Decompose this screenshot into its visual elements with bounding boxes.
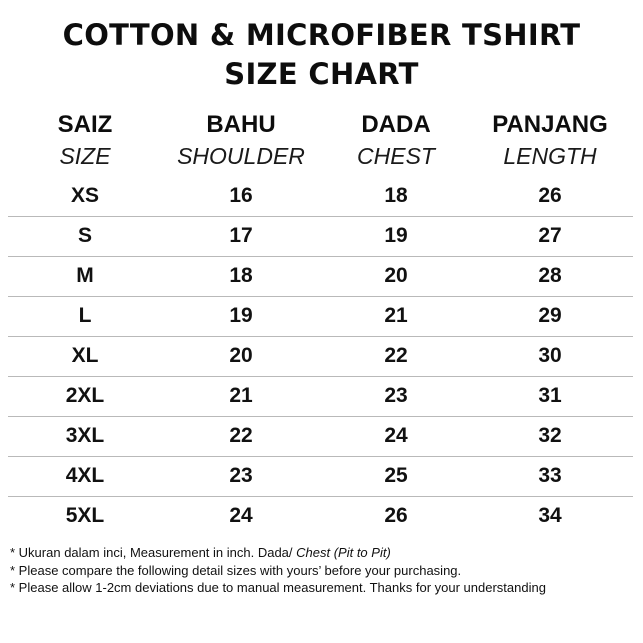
chest-cell: 26 xyxy=(384,504,408,527)
column-header-size: SAIZ xyxy=(57,111,113,138)
size-chart-title-line2: SIZE CHART xyxy=(224,57,419,91)
chest-cell: 21 xyxy=(384,304,408,327)
table-row xyxy=(0,256,643,296)
column-header-length: PANJANG xyxy=(492,111,608,138)
footnote-measurement-text: * Ukuran dalam inci, Measurement in inch. Dada/ xyxy=(10,545,297,560)
size-cell: 3XL xyxy=(65,424,105,447)
chest-cell: 22 xyxy=(384,344,408,367)
length-cell: 33 xyxy=(538,464,562,487)
footnote-deviation: * Please allow 1-2cm deviations due to manual measurement. Thanks for your understanding xyxy=(10,580,546,595)
column-header-shoulder: BAHU xyxy=(206,111,276,138)
size-cell: S xyxy=(77,224,92,247)
column-subheader-chest: CHEST xyxy=(357,143,435,169)
shoulder-cell: 23 xyxy=(229,464,253,487)
footnote-compare: * Please compare the following detail sizes with yours’ before your purchasing. xyxy=(10,562,462,578)
column-header-chest: DADA xyxy=(361,111,431,138)
size-cell: M xyxy=(76,264,94,287)
table-row xyxy=(0,216,643,256)
table-row xyxy=(0,416,643,456)
chest-cell: 20 xyxy=(384,264,408,287)
size-cell: L xyxy=(78,304,92,327)
chest-cell: 24 xyxy=(384,424,408,447)
footnote-measurement-italic: Chest (Pit to Pit) xyxy=(296,545,391,560)
shoulder-cell: 22 xyxy=(229,424,253,447)
length-cell: 26 xyxy=(538,184,562,207)
footnotes xyxy=(10,544,635,597)
shoulder-cell: 18 xyxy=(229,264,253,287)
length-cell: 30 xyxy=(538,344,562,367)
column-subheader-size: SIZE xyxy=(59,143,111,169)
chest-cell: 19 xyxy=(384,224,408,247)
chest-cell: 25 xyxy=(384,464,408,487)
length-cell: 32 xyxy=(538,424,562,447)
table-row xyxy=(0,376,643,416)
length-cell: 28 xyxy=(538,264,562,287)
length-cell: 31 xyxy=(538,384,562,407)
table-row xyxy=(0,456,643,496)
shoulder-cell: 24 xyxy=(229,504,253,527)
size-cell: 2XL xyxy=(65,384,105,407)
shoulder-cell: 16 xyxy=(229,184,253,207)
column-subheader-length: LENGTH xyxy=(503,143,597,169)
length-cell: 29 xyxy=(538,304,562,327)
table-row xyxy=(0,176,643,216)
footnote-measurement xyxy=(10,544,635,562)
shoulder-cell: 20 xyxy=(229,344,253,367)
table-row xyxy=(0,336,643,376)
size-cell: XL xyxy=(71,344,99,367)
length-cell: 34 xyxy=(538,504,562,527)
size-cell: XS xyxy=(70,184,99,207)
table-row xyxy=(0,496,643,536)
shoulder-cell: 19 xyxy=(229,304,253,327)
length-cell: 27 xyxy=(538,224,562,247)
table-row xyxy=(0,296,643,336)
size-cell: 5XL xyxy=(65,504,105,527)
size-cell: 4XL xyxy=(65,464,105,487)
chest-cell: 18 xyxy=(384,184,408,207)
column-subheader-shoulder: SHOULDER xyxy=(177,143,305,169)
chest-cell: 23 xyxy=(384,384,408,407)
shoulder-cell: 21 xyxy=(229,384,253,407)
shoulder-cell: 17 xyxy=(229,224,253,247)
size-chart-title-line1: COTTON & MICROFIBER TSHIRT xyxy=(62,18,581,52)
